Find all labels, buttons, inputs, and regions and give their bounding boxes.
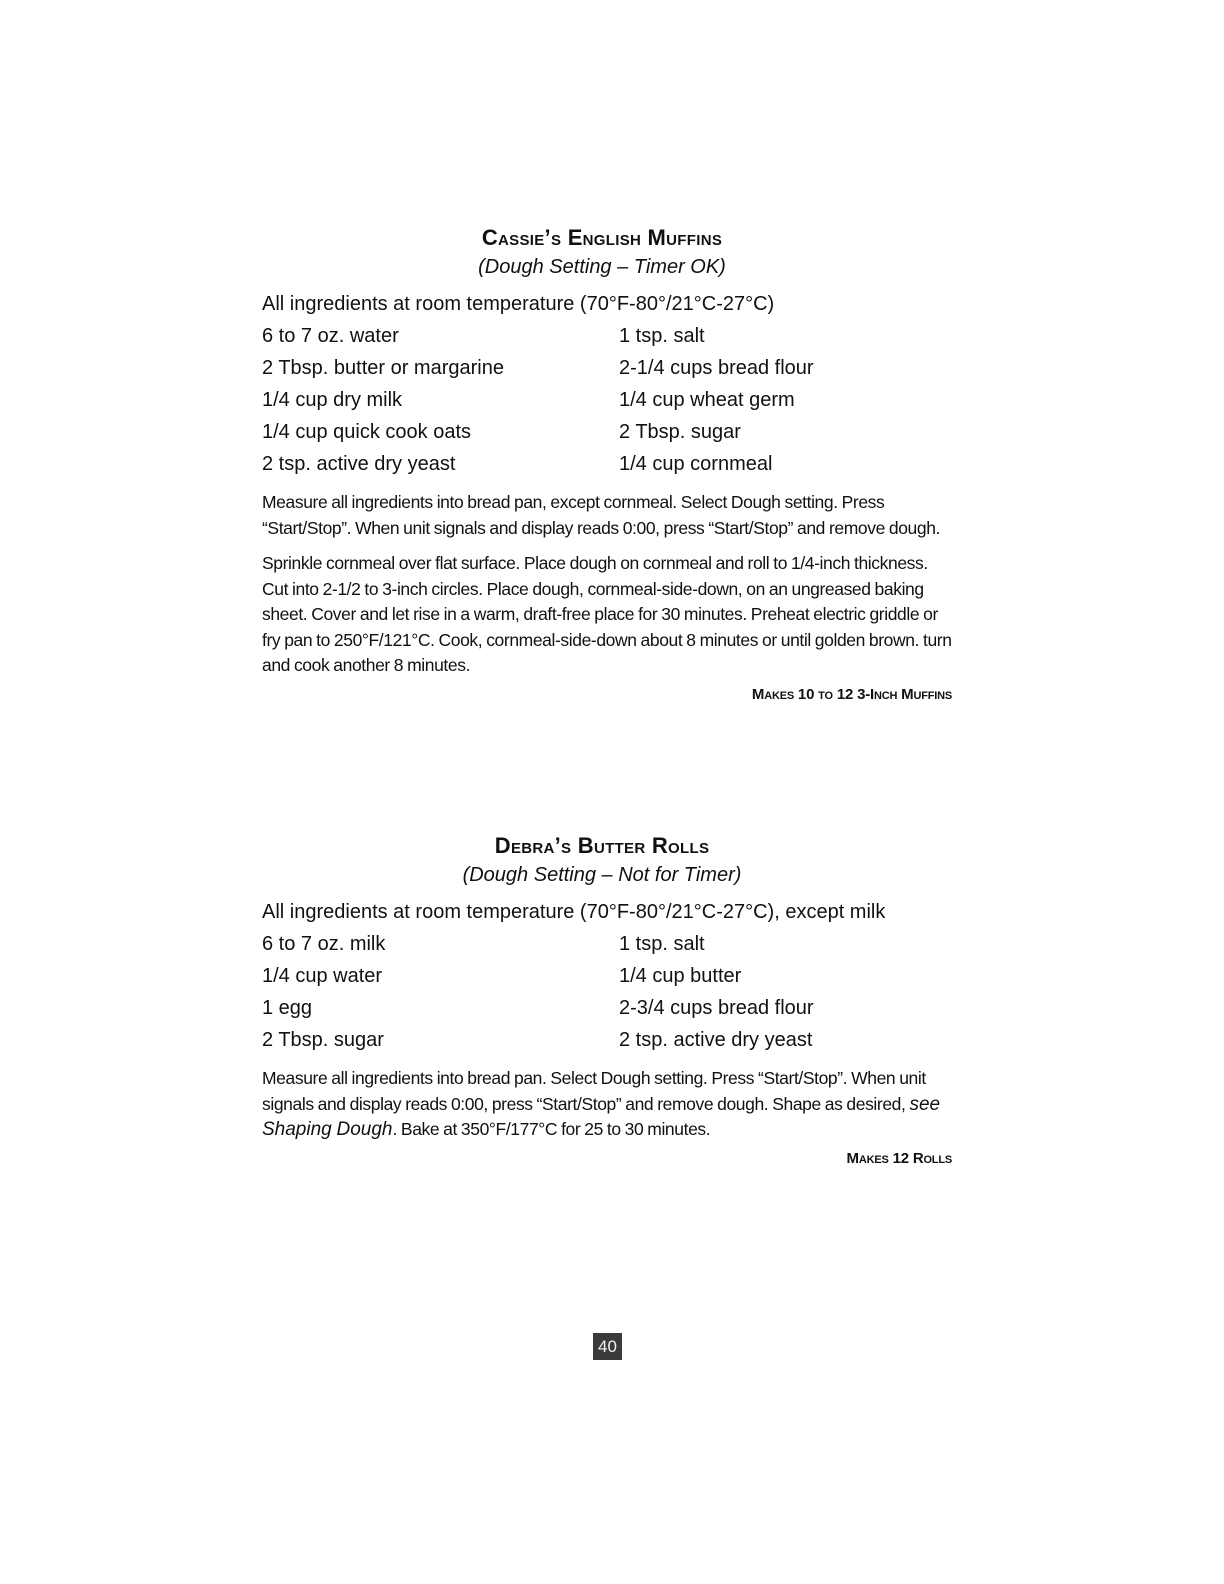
ingredient: 6 to 7 oz. milk: [262, 933, 386, 955]
ingredient: 1 tsp. salt: [619, 933, 705, 955]
recipe-butter-rolls: [262, 830, 952, 1169]
see-reference: see: [909, 1093, 941, 1115]
instructions-text: . Bake at 350°F/177°C for 25 to 30 minutes.: [392, 1119, 711, 1139]
ingredient: 2 tsp. active dry yeast: [619, 1029, 813, 1051]
ingredient: 2 tsp. active dry yeast: [262, 453, 456, 475]
ingredient: 2-3/4 cups bread flour: [619, 997, 814, 1019]
instructions-paragraph: [262, 1066, 952, 1143]
ingredients-intro: All ingredients at room temperature (70°F-80°/21°C-27°C), except milk: [262, 901, 886, 923]
ingredient-list: [262, 320, 952, 480]
page-number: 40: [593, 1333, 622, 1360]
ingredients-intro: All ingredients at room temperature (70°F-80°/21°C-27°C): [262, 293, 775, 315]
shaping-dough-reference: Shaping Dough: [262, 1119, 393, 1140]
ingredient: 1/4 cup water: [262, 965, 383, 987]
ingredient: 2 Tbsp. sugar: [619, 421, 741, 443]
ingredient: 1/4 cup cornmeal: [619, 453, 773, 475]
ingredient: 1 tsp. salt: [619, 325, 705, 347]
ingredient-list: [262, 928, 952, 1056]
instructions-paragraph: Measure all ingredients into bread pan, except cornmeal. Select Dough setting. Press “Start/Stop”. When unit signals and display reads 0:00, press “Start/Stop” and remove dough.: [262, 492, 940, 538]
ingredient: 2-1/4 cups bread flour: [619, 357, 814, 379]
ingredient: 2 Tbsp. butter or margarine: [262, 357, 504, 379]
recipe-title: Debra’s Butter Rolls: [494, 833, 710, 858]
recipe-setting: (Dough Setting – Not for Timer): [462, 864, 742, 886]
recipe-english-muffins: [262, 222, 952, 705]
instructions-text: Measure all ingredients into bread pan. Select Dough setting. Press “Start/Stop”. When unit signals and display reads 0:00, press “Start/Stop” and remove dough. Shape as desired,: [262, 1068, 926, 1114]
ingredient: 1/4 cup quick cook oats: [262, 421, 472, 443]
ingredient: 1/4 cup dry milk: [262, 389, 403, 411]
ingredient: 2 Tbsp. sugar: [262, 1029, 384, 1051]
ingredient: 6 to 7 oz. water: [262, 325, 399, 347]
instructions-paragraph: Sprinkle cornmeal over flat surface. Place dough on cornmeal and roll to 1/4-inch thickness. Cut into 2-1/2 to 3-inch circles. Place dough, cornmeal-side-down, on an ungreased baking sheet. Cover and let rise in a warm, draft-free place for 30 minutes. Preheat electric griddle or fry pan to 250°F/121°C. Cook, cornmeal-side-down about 8 minutes or until golden brown. turn and cook another 8 minutes.: [262, 553, 952, 675]
ingredient: 1/4 cup wheat germ: [619, 389, 795, 411]
recipe-setting: (Dough Setting – Timer OK): [478, 256, 726, 278]
recipe-yield: Makes 10 to 12 3-Inch Muffins: [751, 685, 952, 703]
ingredient: 1 egg: [262, 997, 313, 1019]
ingredient: 1/4 cup butter: [619, 965, 742, 987]
recipe-yield: Makes 12 Rolls: [846, 1149, 952, 1167]
recipe-title: Cassie’s English Muffins: [481, 225, 723, 250]
